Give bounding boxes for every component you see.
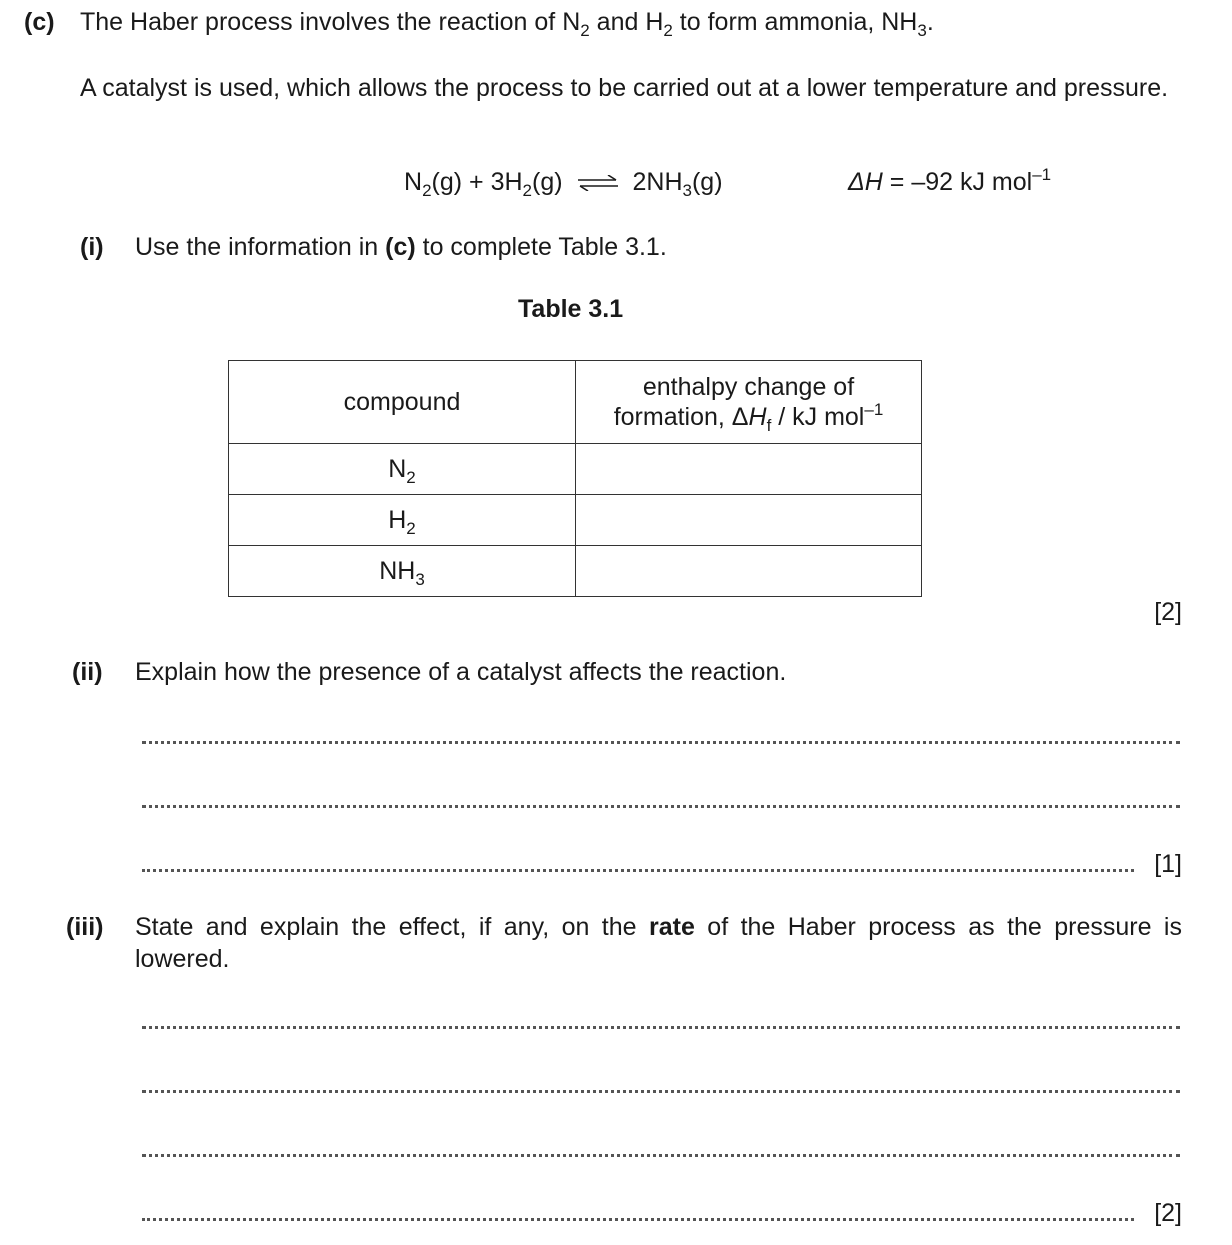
part-iii-label: (iii) [66, 913, 104, 941]
table-3-1 [228, 360, 922, 597]
answer-line[interactable] [142, 1218, 1134, 1221]
part-iii-question: State and explain the effect, if any, on the rate of the Haber process as the pressure is lowered. [135, 913, 1182, 973]
part-iii-marks: [2] [1154, 1199, 1182, 1227]
compound-cell: $N_2$ [229, 444, 576, 495]
enthalpy-change: ΔH = –92 kJ mol$^{-1}$ [848, 165, 1052, 196]
catalyst-paragraph: A catalyst is used, which allows the process to be carried out at a lower temperature and pressure. [80, 74, 1169, 102]
part-i-question: Use the information in (c) to complete Table 3.1. [135, 233, 667, 261]
answer-line[interactable] [142, 805, 1180, 808]
enthalpy-answer-cell[interactable] [576, 495, 922, 546]
answer-line[interactable] [142, 869, 1134, 872]
compound-cell: $NH_3$ [229, 546, 576, 597]
part-ii-label: (ii) [72, 658, 103, 686]
equilibrium-arrow-icon [576, 175, 620, 191]
table-title: Table 3.1 [518, 295, 624, 323]
table-row [229, 444, 922, 495]
table-row [229, 495, 922, 546]
part-ii-question: Explain how the presence of a catalyst affects the reaction. [135, 658, 787, 686]
part-c-label: (c) [24, 8, 55, 36]
answer-line[interactable] [142, 1154, 1180, 1157]
answer-line[interactable] [142, 1090, 1180, 1093]
enthalpy-answer-cell[interactable] [576, 444, 922, 495]
table-header-row [229, 361, 922, 444]
enthalpy-answer-cell[interactable] [576, 546, 922, 597]
part-i-label: (i) [80, 233, 104, 261]
table-row [229, 546, 922, 597]
answer-line[interactable] [142, 741, 1180, 744]
part-ii-marks: [1] [1154, 850, 1182, 878]
part-c-intro: The Haber process involves the reaction of $N_2$ and $H_2$ to form ammonia, $NH_3$. [80, 8, 934, 40]
answer-line[interactable] [142, 1026, 1180, 1029]
header-enthalpy: enthalpy change of formation, $\Delta H_f$ / kJ mol$^{-1}$ [576, 361, 922, 444]
header-compound: compound [229, 361, 576, 444]
haber-equation: $N_2(g) + 3H_2(g)$ $2NH_3(g)$ [404, 168, 723, 200]
compound-cell: $H_2$ [229, 495, 576, 546]
part-i-marks: [2] [1154, 598, 1182, 626]
